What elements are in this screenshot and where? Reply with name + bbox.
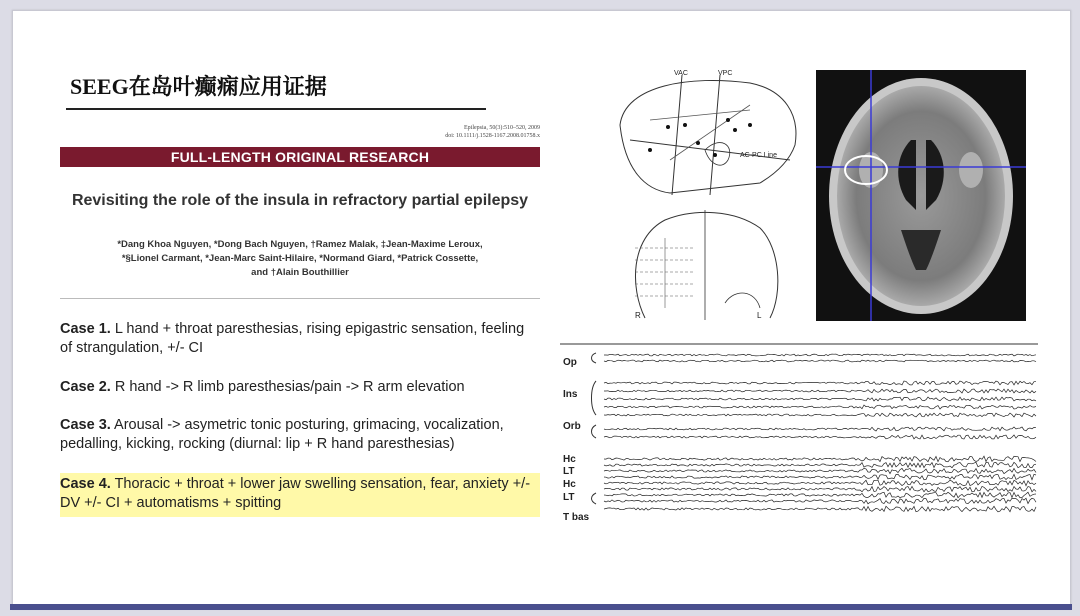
- eeg-label-hc-2: Hc: [563, 479, 576, 490]
- paper-title: Revisiting the role of the insula in refractory partial epilepsy: [71, 192, 529, 209]
- label-r: R: [635, 311, 641, 320]
- paper-authors: [70, 238, 530, 280]
- research-banner: FULL-LENGTH ORIGINAL RESEARCH: [60, 147, 540, 167]
- eeg-label-lt-2: LT: [563, 492, 575, 503]
- eeg-traces: [560, 343, 1038, 533]
- case-4-label: Case 4.: [60, 476, 111, 492]
- mri-drawing: [816, 70, 1026, 321]
- authors-line-3: and †Alain Bouthillier: [251, 267, 349, 278]
- case-1: [60, 320, 538, 358]
- eeg-label-tbas: T bas: [563, 512, 590, 523]
- case-4: [60, 473, 540, 517]
- vpc-line: [710, 75, 720, 195]
- case-3: [60, 416, 538, 454]
- seeg-recording: [560, 343, 1038, 533]
- eeg-label-orb: Orb: [563, 421, 581, 432]
- section-divider: [60, 298, 540, 299]
- authors-line-1: *Dang Khoa Nguyen, *Dong Bach Nguyen, †Ramez Malak, ‡Jean-Maxime Leroux,: [117, 239, 483, 250]
- label-l: L: [757, 311, 762, 320]
- case-1-text: L hand + throat paresthesias, rising epigastric sensation, feeling of strangulation, +/- CI: [60, 321, 525, 356]
- case-4-text: Thoracic + throat + lower jaw swelling sensation, fear, anxiety +/- DV +/- CI + automatisms + spitting: [60, 476, 531, 511]
- journal-citation: [380, 124, 540, 140]
- case-3-text: Arousal -> asymetric tonic posturing, grimacing, vocalization, pedalling, kicking, rocking (diurnal: lip + R hand paresthesias): [60, 417, 504, 452]
- coronal-electrode-diagram: [625, 208, 785, 323]
- title-underline: [66, 108, 486, 110]
- case-1-label: Case 1.: [60, 321, 111, 337]
- vac-label: VAC: [674, 70, 688, 77]
- acpc-label: AC-PC Line: [740, 152, 777, 159]
- case-2: [60, 378, 538, 397]
- case-2-label: Case 2.: [60, 379, 111, 395]
- mri-axial-image: [816, 70, 1026, 321]
- eeg-label-hc-1: Hc: [563, 454, 576, 465]
- eeg-label-lt-1: LT: [563, 466, 575, 477]
- case-2-text: R hand -> R limb paresthesias/pain -> R arm elevation: [110, 379, 465, 395]
- sagittal-electrode-diagram: [610, 65, 810, 205]
- vac-line: [672, 75, 682, 195]
- journal-line-1: Epilepsia, 50(3):510–520, 2009: [464, 125, 540, 131]
- slide-title: SEEG在岛叶癫痫应用证据: [70, 74, 327, 99]
- vpc-label: VPC: [718, 70, 733, 77]
- authors-line-2: *§Lionel Carmant, *Jean-Marc Saint-Hilaire, *Normand Giard, *Patrick Cossette,: [121, 253, 479, 264]
- journal-line-2: doi: 10.1111/j.1528-1167.2008.01758.x: [445, 133, 540, 139]
- eeg-label-op: Op: [563, 357, 577, 368]
- case-3-label: Case 3.: [60, 417, 111, 433]
- eeg-label-ins: Ins: [563, 389, 578, 400]
- slide-bottom-bar: [10, 604, 1072, 610]
